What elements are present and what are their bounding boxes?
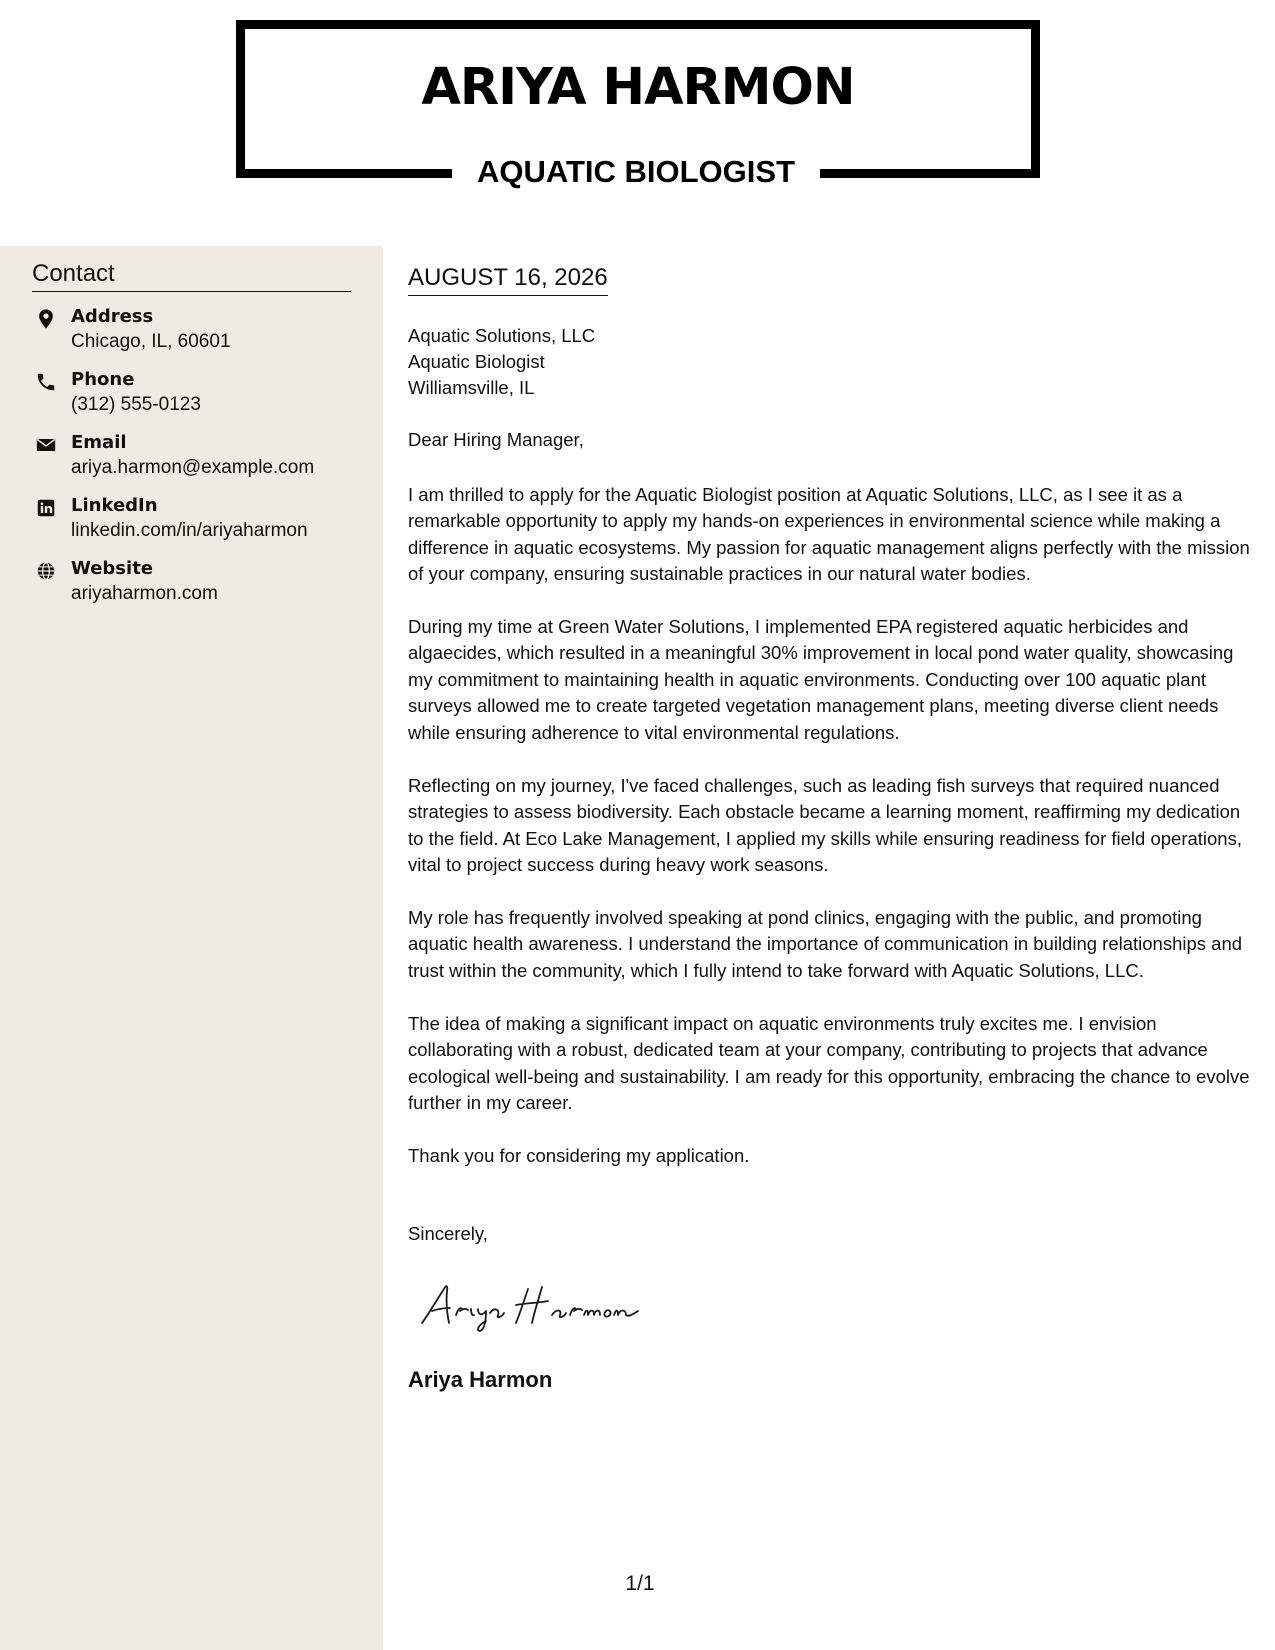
recipient-location: Williamsville, IL [408,377,535,398]
phone-icon [35,371,57,393]
recipient-position: Aquatic Biologist [408,351,545,372]
job-title: AQUATIC BIOLOGIST [476,154,796,189]
contact-label: Address [71,306,154,327]
greeting: Dear Hiring Manager, [408,429,584,450]
address-value: Chicago, IL, 60601 [71,331,231,352]
contact-label: Email [71,432,127,453]
body-paragraph: My role has frequently involved speaking at pond clinics, engaging with the public, and promoting aquatic health awareness. I understand the importance of communication in building relationships and trust within the community, which I fully intend to take forward with Aquatic Solutions, LLC. [408,907,1243,981]
linkedin-value: linkedin.com/in/ariyaharmon [71,520,308,541]
map-pin-icon [35,308,57,330]
envelope-icon [35,434,57,456]
body-paragraph: I am thrilled to apply for the Aquatic Biologist position at Aquatic Solutions, LLC, as I see it as a remarkable opportunity to apply my hands-on experiences in environmental science while making a difference in aquatic ecosystems. My passion for aquatic management aligns perfectly with the mission of your company, ensuring sustainable practices in our natural water bodies. [408,484,1250,585]
signer-name: Ariya Harmon [408,1367,553,1392]
contact-label: LinkedIn [71,495,158,516]
body-paragraph: Thank you for considering my application. [408,1145,750,1166]
body-paragraph: During my time at Green Water Solutions, I implemented EPA registered aquatic herbicides and algaecides, which resulted in a meaningful 30% improvement in local pond water quality, showcasing my commitment to maintaining health in aquatic environments. Conducting over 100 aquatic plant surveys allowed me to create targeted vegetation management plans, meeting diverse client needs while ensuring adherence to vital environmental regulations. [408,616,1234,743]
contact-label: Phone [71,369,135,390]
handwritten-signature [416,1275,666,1335]
letter-date: AUGUST 16, 2026 [408,264,608,296]
contact-label: Website [71,558,154,579]
closing: Sincerely, [408,1223,488,1244]
website-value: ariyaharmon.com [71,583,218,604]
globe-icon [35,560,57,582]
recipient-block [408,323,595,401]
applicant-name: ARIYA HARMON [421,58,855,117]
body-paragraph: Reflecting on my journey, I've faced challenges, such as leading fish surveys that required nuanced strategies to assess biodiversity. Each obstacle became a learning moment, reaffirming my dedication to the field. At Eco Lake Management, I applied my skills while ensuring readiness for field operations, vital to project success during heavy work seasons. [408,775,1242,876]
email-value: ariya.harmon@example.com [71,457,315,478]
page-number: 1/1 [625,1572,655,1595]
recipient-company: Aquatic Solutions, LLC [408,325,596,346]
body-paragraph: The idea of making a significant impact on aquatic environments truly excites me. I envision collaborating with a robust, dedicated team at your company, contributing to projects that advance ecological well-being and sustainability. I am ready for this opportunity, embracing the chance to evolve further in my career. [408,1013,1250,1114]
linkedin-icon [35,497,57,519]
contact-heading: Contact [32,260,351,292]
phone-value: (312) 555-0123 [71,394,201,415]
